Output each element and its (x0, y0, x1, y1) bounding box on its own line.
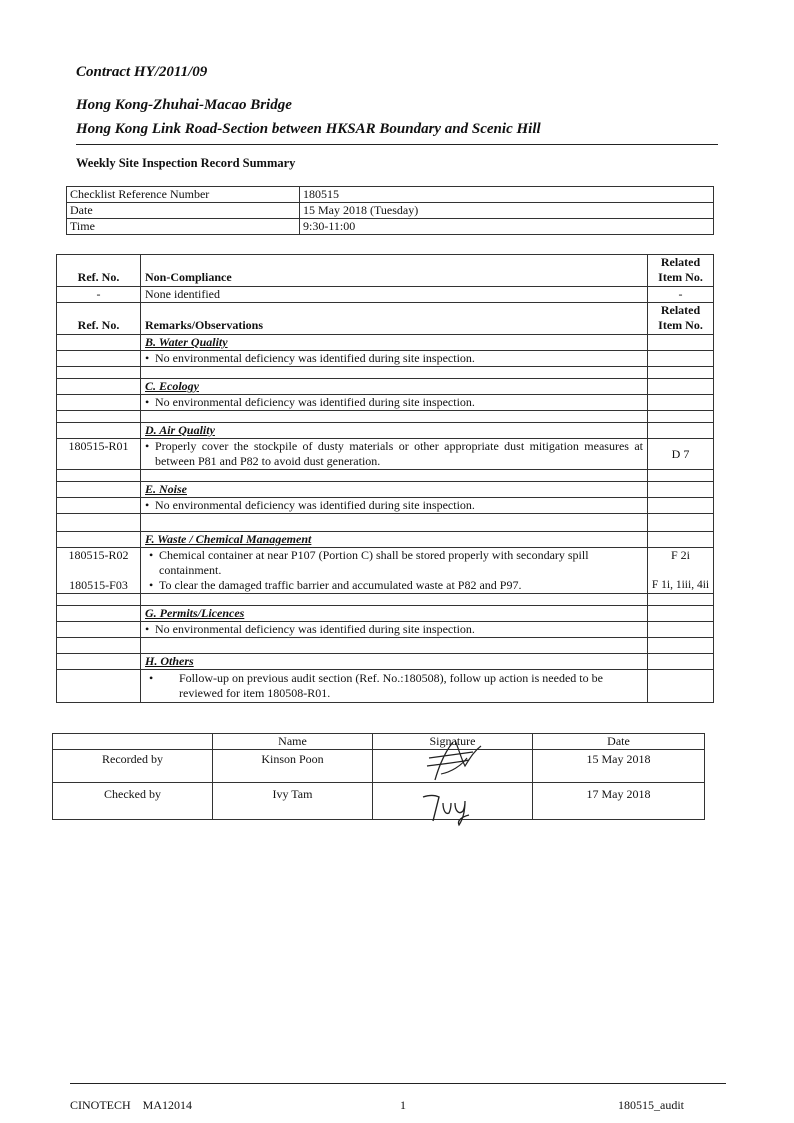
section-row (57, 423, 714, 439)
inspection-table (56, 254, 714, 703)
blank-row (57, 367, 714, 379)
sign-date: 17 May 2018 (533, 783, 705, 820)
blank-row (57, 638, 714, 654)
info-label: Date (67, 203, 300, 219)
section-row (57, 379, 714, 395)
non-compliance-header-title: Non-Compliance (141, 255, 648, 287)
section-title-noise: E. Noise (141, 482, 648, 498)
blank-row (57, 514, 714, 532)
section-title-waste: F. Waste / Chemical Management (141, 532, 648, 548)
table-row (57, 670, 714, 703)
footer-file-ref: 180515_audit (618, 1098, 684, 1112)
remark-text: No environmental deficiency was identified during site inspection. (155, 622, 475, 636)
bullet: • (145, 498, 150, 512)
role: Checked by (53, 783, 213, 820)
project-title-line1: Hong Kong-Zhuhai-Macao Bridge (76, 97, 292, 113)
section-row (57, 532, 714, 548)
table-row (57, 287, 714, 303)
project-title-line2: Hong Kong Link Road-Section between HKSAR Boundary and Scenic Hill (76, 121, 541, 137)
non-compliance-text: None identified (141, 287, 648, 303)
signature-cell (373, 783, 533, 820)
section-row (57, 335, 714, 351)
remark-text: No environmental deficiency was identified during site inspection. (155, 395, 475, 409)
footer-company: CINOTECH MA12014 (70, 1098, 192, 1112)
bullet: • (145, 439, 150, 453)
signature-table (52, 733, 705, 820)
bullet: • (145, 351, 150, 365)
ref-no-header: Ref. No. (57, 255, 141, 287)
related-item: - (648, 287, 714, 303)
table-row (57, 548, 714, 594)
info-value: 9:30-11:00 (300, 219, 714, 235)
remarks-header (57, 303, 714, 335)
table-row (57, 498, 714, 514)
related-item: D 7 (648, 439, 714, 470)
table-row (57, 395, 714, 411)
signature-cell (373, 750, 533, 783)
section-row (57, 654, 714, 670)
info-value: 180515 (300, 187, 714, 203)
handwritten-signature (417, 785, 487, 825)
signature-row (53, 783, 705, 820)
signature-header: Signature (373, 734, 533, 750)
remark-text: Properly cover the stockpile of dusty materials or other appropriate dust mitigation measures at between P81 and P82 to avoid dust generation. (155, 439, 643, 468)
remark-text: To clear the damaged traffic barrier and accumulated waste at P82 and P97. (159, 578, 522, 592)
section-title-water-quality: B. Water Quality (141, 335, 648, 351)
section-row (57, 606, 714, 622)
related-item-header: Related Item No. (648, 303, 714, 335)
footer-divider (70, 1083, 726, 1084)
info-label: Time (67, 219, 300, 235)
sign-date: 15 May 2018 (533, 750, 705, 783)
blank-row (57, 411, 714, 423)
blank-row (57, 470, 714, 482)
signer-name: Ivy Tam (213, 783, 373, 820)
related-item: F 2i (670, 548, 690, 562)
section-row (57, 482, 714, 498)
role: Recorded by (53, 750, 213, 783)
summary-title: Weekly Site Inspection Record Summary (76, 156, 296, 170)
remark-text: Follow-up on previous audit section (Ref. No.:180508), follow up action is needed to be reviewed for item 180508-R01. (179, 671, 603, 700)
handwritten-signature (415, 736, 495, 782)
bullet: • (145, 395, 150, 409)
name-header: Name (213, 734, 373, 750)
info-row (67, 187, 714, 203)
bullet: • (149, 671, 154, 685)
ref-no: - (57, 287, 141, 303)
bullet: • (145, 622, 150, 636)
section-title-ecology: C. Ecology (141, 379, 648, 395)
remark-text: Chemical container at near P107 (Portion C) shall be stored properly with secondary spill containment. (159, 548, 589, 577)
date-header: Date (533, 734, 705, 750)
table-row (57, 439, 714, 470)
info-row (67, 203, 714, 219)
ref-no: 180515-F03 (69, 578, 128, 592)
related-item: F 1i, 1iii, 4ii (651, 579, 710, 591)
non-compliance-header (57, 255, 714, 287)
section-title-others: H. Others (141, 654, 648, 670)
ref-no: 180515-R02 (68, 548, 129, 562)
ref-no-header: Ref. No. (57, 303, 141, 335)
table-row (57, 622, 714, 638)
remarks-header-title: Remarks/Observations (141, 303, 648, 335)
info-row (67, 219, 714, 235)
remark-text: No environmental deficiency was identified during site inspection. (155, 498, 475, 512)
table-row (57, 351, 714, 367)
bullet: • (149, 548, 154, 562)
checklist-info-table (66, 186, 714, 235)
section-title-air-quality: D. Air Quality (141, 423, 648, 439)
signature-row (53, 750, 705, 783)
remark-text: No environmental deficiency was identified during site inspection. (155, 351, 475, 365)
role-header (53, 734, 213, 750)
info-value: 15 May 2018 (Tuesday) (300, 203, 714, 219)
signature-header-row (53, 734, 705, 750)
bullet: • (149, 578, 154, 592)
blank-row (57, 594, 714, 606)
header-divider (76, 144, 718, 145)
signer-name: Kinson Poon (213, 750, 373, 783)
section-title-permits: G. Permits/Licences (141, 606, 648, 622)
contract-number: Contract HY/2011/09 (76, 64, 208, 80)
ref-no: 180515-R01 (57, 439, 141, 470)
page-number: 1 (400, 1098, 406, 1112)
info-label: Checklist Reference Number (67, 187, 300, 203)
related-item-header: Related Item No. (648, 255, 714, 287)
